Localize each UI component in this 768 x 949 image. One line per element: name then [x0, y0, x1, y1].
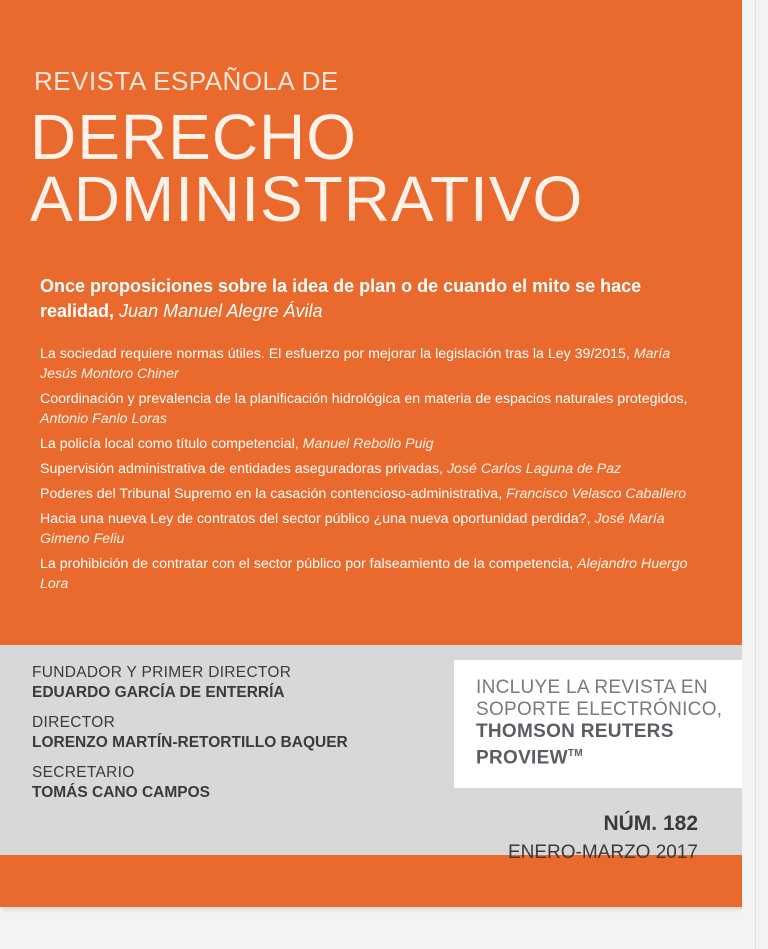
article-title: La sociedad requiere normas útiles. El esfuerzo por mejorar la legislación tras la Ley 39/2015,	[40, 346, 630, 362]
article-author: José Carlos Laguna de Paz	[446, 461, 622, 477]
staff-role: DIRECTOR	[32, 714, 116, 731]
list-item	[40, 434, 710, 454]
list-item	[40, 389, 710, 429]
promo-product-name: PROVIEW	[476, 747, 568, 769]
article-title: Hacia una nueva Ley de contratos del sector público ¿una nueva oportunidad perdida?,	[40, 511, 591, 527]
list-item	[40, 509, 710, 549]
article-author: Alejandro Huergo Lora	[40, 556, 688, 592]
article-list	[40, 344, 710, 599]
lead-article-title: Once proposiciones sobre la idea de plan o de cuando el mito se hace realidad,	[40, 276, 642, 321]
lead-article-author: Juan Manuel Alegre Ávila	[119, 301, 323, 321]
list-item	[40, 554, 710, 594]
article-title: La prohibición de contratar con el sector público por falseamiento de la competencia,	[40, 556, 574, 572]
list-item	[40, 484, 710, 504]
list-item	[40, 344, 710, 384]
editorial-staff	[32, 663, 432, 813]
list-item	[40, 459, 710, 479]
trademark-mark: TM	[567, 748, 583, 759]
staff-name: TOMÁS CANO CAMPOS	[32, 784, 210, 801]
staff-name: EDUARDO GARCÍA DE ENTERRÍA	[32, 684, 285, 701]
staff-role: SECRETARIO	[32, 764, 135, 781]
issue-number: NÚM. 182	[603, 812, 698, 835]
article-author: María Jesús Montoro Chiner	[40, 346, 671, 382]
article-author: Antonio Fanlo Loras	[40, 411, 167, 427]
promo-brand: THOMSON REUTERS	[476, 721, 674, 742]
masthead-title-line1: DERECHO	[30, 101, 358, 173]
promo-text	[476, 677, 722, 769]
promo-line: INCLUYE LA REVISTA EN	[476, 677, 708, 698]
article-author: José María Gimeno Feliu	[40, 511, 665, 547]
issue-date: ENERO-MARZO 2017	[507, 842, 698, 863]
staff-name: LORENZO MARTÍN-RETORTILLO BAQUER	[32, 734, 348, 751]
page-edge-line	[755, 0, 756, 949]
promo-brand-product	[476, 743, 722, 769]
promo-box	[454, 660, 742, 788]
article-title: Coordinación y prevalencia de la planificación hidrológica en materia de espacios naturales protegidos,	[40, 391, 688, 407]
masthead-kicker: REVISTA ESPAÑOLA DE	[34, 66, 339, 96]
issue-info	[508, 812, 698, 864]
article-title: Poderes del Tribunal Supremo en la casación contencioso-administrativa,	[40, 486, 503, 502]
article-title: Supervisión administrativa de entidades aseguradoras privadas,	[40, 461, 443, 477]
article-title: La policía local como título competencial,	[40, 436, 299, 452]
staff-role: FUNDADOR Y PRIMER DIRECTOR	[32, 664, 292, 681]
lead-article	[40, 274, 700, 324]
article-author: Francisco Velasco Caballero	[506, 486, 687, 502]
article-author: Manuel Rebollo Puig	[302, 436, 434, 452]
promo-line: SOPORTE ELECTRÓNICO,	[476, 699, 723, 720]
masthead-title-line2: ADMINISTRATIVO	[30, 163, 584, 235]
